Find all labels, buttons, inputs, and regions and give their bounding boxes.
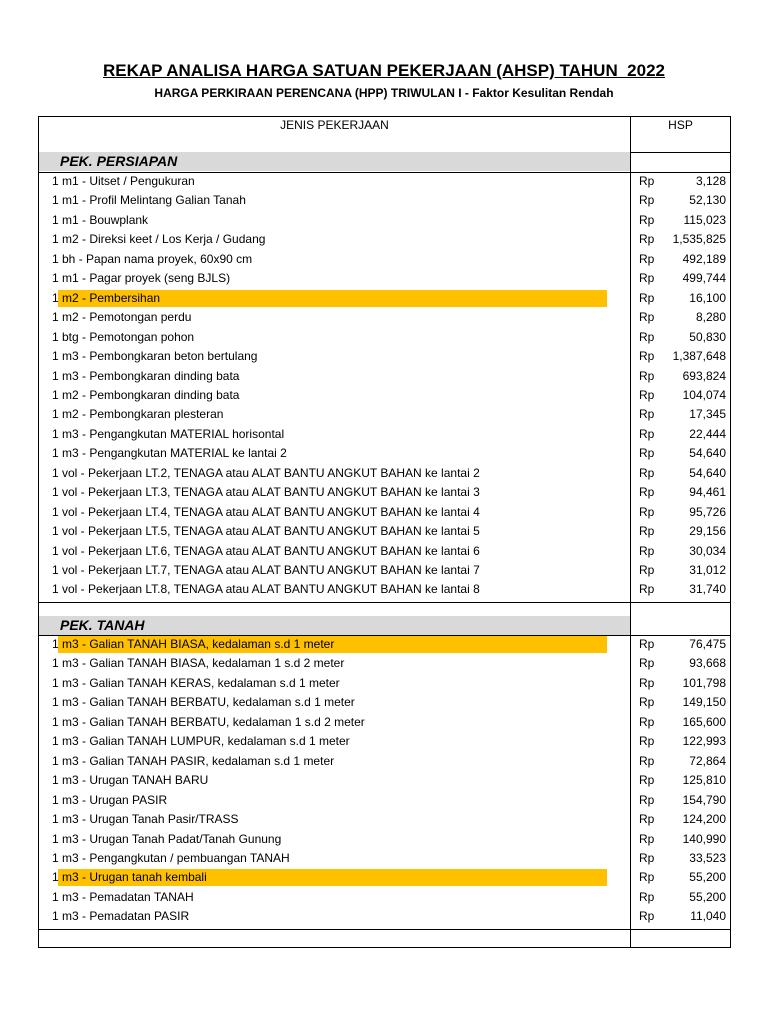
ahsp-table	[38, 116, 731, 948]
row-currency: Rp	[639, 329, 655, 344]
table-row	[39, 868, 730, 887]
row-currency: Rp	[639, 831, 655, 846]
row-description: 1 m3 - Pengangkutan MATERIAL horisontal	[52, 426, 285, 441]
row-description: 1 m1 - Uitset / Pengukuran	[52, 174, 195, 188]
header-jenis-pekerjaan: JENIS PEKERJAAN	[280, 118, 389, 132]
document-title: REKAP ANALISA HARGA SATUAN PEKERJAAN (AHSP) TAHUN 2022	[102, 61, 665, 80]
row-currency: Rp	[639, 753, 655, 768]
row-description: 1 m3 - Galian TANAH BERBATU, kedalaman s.d 1 meter	[52, 695, 355, 710]
row-description: 1 m3 - Urugan Tanah Padat/Tanah Gunung	[52, 831, 282, 846]
row-currency: Rp	[639, 368, 655, 383]
row-currency: Rp	[639, 251, 655, 266]
row-currency: Rp	[639, 485, 655, 500]
table-row	[39, 483, 730, 502]
row-currency: Rp	[639, 524, 655, 539]
row-description: 1 vol - Pekerjaan LT.2, TENAGA atau ALAT BANTU ANGKUT BAHAN ke lantai 2	[52, 465, 480, 480]
table-row	[39, 328, 730, 347]
table-row	[39, 888, 730, 907]
row-description: 1 m3 - Urugan TANAH BARU	[52, 773, 209, 788]
row-description: 1 m3 - Galian TANAH BIASA, kedalaman s.d 1 meter	[52, 637, 335, 651]
table-row	[39, 693, 730, 712]
row-hsp-value: 165,600	[682, 714, 726, 729]
row-currency: Rp	[639, 850, 655, 865]
row-currency: Rp	[639, 193, 655, 208]
row-currency: Rp	[639, 349, 655, 364]
row-hsp-value: 29,156	[689, 524, 726, 539]
row-hsp-value: 8,280	[695, 310, 726, 325]
row-description: 1 m3 - Galian TANAH PASIR, kedalaman s.d 1 meter	[52, 753, 335, 768]
table-row	[39, 849, 730, 868]
row-hsp-value: 1,387,648	[672, 349, 726, 364]
row-currency: Rp	[639, 889, 655, 904]
row-hsp-value: 72,864	[689, 753, 726, 768]
row-hsp-value: 115,023	[683, 212, 726, 227]
row-currency: Rp	[639, 675, 655, 690]
row-currency: Rp	[639, 656, 655, 671]
table-row	[39, 172, 730, 191]
section-end-border	[39, 929, 730, 930]
row-currency: Rp	[639, 310, 655, 325]
table-row	[39, 308, 730, 327]
row-description: 1 m3 - Galian TANAH BERBATU, kedalaman 1 s.d 2 meter	[52, 714, 365, 729]
row-hsp-value: 122,993	[682, 734, 726, 749]
table-row	[39, 580, 730, 599]
row-hsp-value: 54,640	[689, 465, 726, 480]
row-hsp-value: 76,475	[689, 637, 726, 651]
table-row	[39, 367, 730, 386]
row-description: 1 vol - Pekerjaan LT.3, TENAGA atau ALAT BANTU ANGKUT BAHAN ke lantai 3	[52, 485, 480, 500]
row-description: 1 m3 - Urugan Tanah Pasir/TRASS	[52, 812, 239, 827]
table-row	[39, 791, 730, 810]
row-currency: Rp	[639, 446, 655, 461]
row-description: 1 vol - Pekerjaan LT.6, TENAGA atau ALAT BANTU ANGKUT BAHAN ke lantai 6	[52, 543, 480, 558]
table-row	[39, 654, 730, 673]
row-description: 1 m3 - Pemadatan TANAH	[52, 889, 194, 904]
row-hsp-value: 499,744	[682, 271, 726, 286]
row-hsp-value: 140,990	[682, 831, 726, 846]
row-hsp-value: 154,790	[682, 792, 726, 807]
table-row	[39, 386, 730, 405]
row-description: 1 m3 - Pengangkutan / pembuangan TANAH	[52, 850, 290, 865]
row-description: 1 m3 - Urugan PASIR	[52, 792, 168, 807]
table-row	[39, 732, 730, 751]
table-row	[39, 810, 730, 829]
table-row	[39, 444, 730, 463]
row-description: 1 m2 - Pemotongan perdu	[52, 310, 192, 325]
row-description: 1 vol - Pekerjaan LT.7, TENAGA atau ALAT BANTU ANGKUT BAHAN ke lantai 7	[52, 563, 480, 577]
row-description: 1 vol - Pekerjaan LT.4, TENAGA atau ALAT BANTU ANGKUT BAHAN ke lantai 4	[52, 504, 480, 519]
row-hsp-value: 94,461	[689, 485, 726, 500]
row-currency: Rp	[639, 426, 655, 441]
row-hsp-value: 30,034	[689, 543, 726, 558]
row-description: 1 m1 - Bouwplank	[52, 212, 149, 227]
row-hsp-value: 11,040	[690, 909, 726, 924]
row-currency: Rp	[639, 582, 655, 597]
row-hsp-value: 16,100	[689, 290, 726, 305]
row-description: 1 m2 - Pembongkaran dinding bata	[52, 387, 240, 402]
table-row	[39, 503, 730, 522]
row-description: 1 bh - Papan nama proyek, 60x90 cm	[52, 251, 253, 266]
row-currency: Rp	[639, 290, 655, 305]
table-row	[39, 405, 730, 424]
section-header-row	[39, 152, 730, 171]
table-row	[39, 211, 730, 230]
row-currency: Rp	[639, 212, 655, 227]
section-label: PEK. TANAH	[60, 617, 145, 633]
row-currency: Rp	[639, 812, 655, 827]
row-currency: Rp	[639, 637, 655, 651]
row-currency: Rp	[639, 870, 655, 885]
row-hsp-value: 1,535,825	[672, 232, 726, 247]
row-currency: Rp	[639, 714, 655, 729]
table-bottom-border	[39, 947, 730, 948]
table-row	[39, 522, 730, 541]
row-description: 1 m3 - Pemadatan PASIR	[52, 909, 190, 924]
row-hsp-value: 693,824	[682, 368, 726, 383]
section-end-border	[39, 602, 730, 603]
table-row	[39, 230, 730, 249]
row-description: 1 m3 - Pembongkaran beton bertulang	[52, 349, 258, 364]
row-hsp-value: 104,074	[682, 387, 726, 402]
table-row	[39, 425, 730, 444]
row-description: 1 m2 - Direksi keet / Los Kerja / Gudang	[52, 232, 266, 247]
document-subtitle: HARGA PERKIRAAN PERENCANA (HPP) TRIWULAN I - Faktor Kesulitan Rendah	[154, 86, 614, 100]
row-description: 1 vol - Pekerjaan LT.8, TENAGA atau ALAT BANTU ANGKUT BAHAN ke lantai 8	[52, 582, 480, 597]
row-description: 1 m3 - Galian TANAH KERAS, kedalaman s.d 1 meter	[52, 675, 340, 690]
row-description: 1 m3 - Galian TANAH LUMPUR, kedalaman s.d 1 meter	[52, 734, 350, 749]
table-row	[39, 250, 730, 269]
section-label: PEK. PERSIAPAN	[60, 153, 178, 169]
row-hsp-value: 52,130	[689, 193, 726, 208]
row-hsp-value: 125,810	[682, 773, 726, 788]
table-row	[39, 771, 730, 790]
section-header-row	[39, 616, 730, 635]
row-hsp-value: 101,798	[682, 675, 726, 690]
row-hsp-value: 149,150	[682, 695, 726, 710]
row-currency: Rp	[639, 387, 655, 402]
row-currency: Rp	[639, 407, 655, 422]
header-hsp: HSP	[668, 118, 693, 132]
row-hsp-value: 3,128	[695, 174, 726, 188]
table-row	[39, 542, 730, 561]
row-description: 1 m3 - Pembongkaran dinding bata	[52, 368, 240, 383]
row-hsp-value: 55,200	[689, 870, 726, 885]
row-hsp-value: 17,345	[689, 407, 726, 422]
table-row	[39, 830, 730, 849]
row-description: 1 m2 - Pembersihan	[52, 290, 161, 305]
table-row	[39, 561, 730, 580]
table-header	[39, 116, 730, 152]
row-hsp-value: 33,523	[689, 850, 726, 865]
row-currency: Rp	[639, 695, 655, 710]
row-currency: Rp	[639, 909, 655, 924]
table-row	[39, 269, 730, 288]
table-row	[39, 674, 730, 693]
row-hsp-value: 124,200	[682, 812, 726, 827]
row-hsp-value: 31,740	[689, 582, 726, 597]
row-description: 1 btg - Pemotongan pohon	[52, 329, 195, 344]
row-currency: Rp	[639, 232, 655, 247]
row-hsp-value: 54,640	[689, 446, 726, 461]
table-row	[39, 464, 730, 483]
row-description: 1 m2 - Pembongkaran plesteran	[52, 407, 224, 422]
row-description: 1 m3 - Pengangkutan MATERIAL ke lantai 2	[52, 446, 287, 461]
row-currency: Rp	[639, 174, 655, 188]
row-description: 1 m3 - Urugan tanah kembali	[52, 870, 207, 885]
table-top-border	[39, 116, 730, 117]
row-currency: Rp	[639, 271, 655, 286]
table-row	[39, 635, 730, 654]
row-currency: Rp	[639, 543, 655, 558]
row-description: 1 m1 - Pagar proyek (seng BJLS)	[52, 271, 231, 286]
row-description: 1 m3 - Galian TANAH BIASA, kedalaman 1 s.d 2 meter	[52, 656, 345, 671]
row-hsp-value: 55,200	[689, 889, 726, 904]
table-row	[39, 907, 730, 926]
row-hsp-value: 95,726	[689, 504, 726, 519]
row-hsp-value: 22,444	[689, 426, 726, 441]
row-description: 1 m1 - Profil Melintang Galian Tanah	[52, 193, 246, 208]
row-hsp-value: 492,189	[682, 251, 726, 266]
row-hsp-value: 93,668	[689, 656, 726, 671]
table-row	[39, 347, 730, 366]
table-row	[39, 752, 730, 771]
row-currency: Rp	[639, 792, 655, 807]
row-hsp-value: 31,012	[689, 563, 726, 577]
row-currency: Rp	[639, 465, 655, 480]
row-currency: Rp	[639, 734, 655, 749]
row-currency: Rp	[639, 504, 655, 519]
row-description: 1 vol - Pekerjaan LT.5, TENAGA atau ALAT BANTU ANGKUT BAHAN ke lantai 5	[52, 524, 480, 539]
table-row	[39, 191, 730, 210]
row-hsp-value: 50,830	[689, 329, 726, 344]
table-row	[39, 289, 730, 308]
table-row	[39, 713, 730, 732]
row-currency: Rp	[639, 563, 655, 577]
row-currency: Rp	[639, 773, 655, 788]
